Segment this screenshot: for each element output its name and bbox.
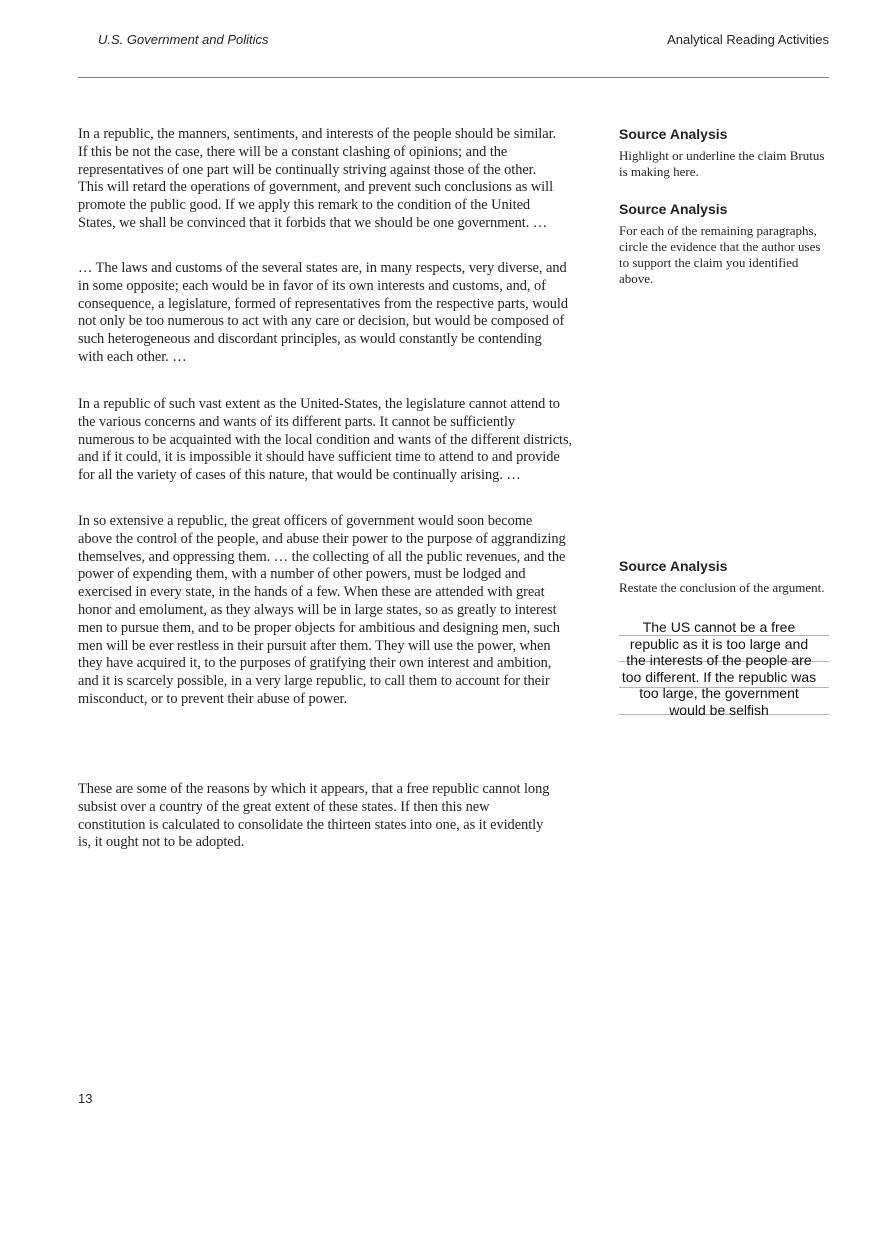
header-course-title: U.S. Government and Politics — [98, 32, 269, 47]
source-analysis-prompt: For each of the remaining paragraphs, circle the evidence that the author uses to support the claim you identified above. — [619, 223, 821, 286]
paragraph-5: These are some of the reasons by which it appears, that a free republic cannot long subsist over a country of the great extent of these states. If then this new constitution is calculated to consolidate the thirteen states into one, as it evidently is, it ought not to be adopted. — [78, 781, 550, 851]
page-header — [78, 30, 829, 50]
source-analysis-box-2 — [619, 201, 829, 287]
page-number: 13 — [78, 1091, 93, 1106]
paragraph-4: In so extensive a republic, the great officers of government would soon become above the control of the people, and abuse their power to the purpose of aggrandizing themselves, and oppressing them. … the collecting of all the public revenues, and the power of expending them, with a number of other powers, must be lodged and exercised in every state, in the hands of a few. When these are attended with great honor and emolument, as they always will be in large states, so as greatly to interest men to pursue them, and to be proper objects for ambitious and designing men, such men will be ever restless in their pursuit after them. They will use the power, when they have acquired it, to the purposes of gratifying their own interest and ambition, and it is scarcely possible, in a very large republic, to call them to account for their misconduct, or to prevent their abuse of power. — [78, 513, 566, 707]
source-analysis-title: Source Analysis — [619, 201, 728, 217]
header-rule — [78, 77, 829, 78]
paragraph-2: … The laws and customs of the several states are, in many respects, very diverse, and in some opposite; each would be in favor of its own interests and customs, and, of consequence, a legislature, formed of representatives from the respective parts, would not only be too numerous to act with any care or decision, but would be composed of such heterogeneous and discordant principles, as would constantly be contending with each other. … — [78, 260, 568, 365]
answer-text[interactable]: The US cannot be a free republic as it is too large and the interests of the people are too different. If the republic was too large, the government would be selfish — [621, 619, 817, 718]
header-section-title: Analytical Reading Activities — [667, 32, 829, 47]
source-analysis-box-1 — [619, 126, 829, 180]
source-analysis-prompt: Highlight or underline the claim Brutus is making here. — [619, 148, 825, 179]
source-analysis-title: Source Analysis — [619, 126, 728, 142]
paragraph-1: In a republic, the manners, sentiments, and interests of the people should be similar. If this be not the case, there will be a constant clashing of opinions; and the representatives of one part will be continually striving against those of the other. This will retard the operations of government, and prevent such conclusions as will promote the public good. If we apply this remark to the condition of the United States, we shall be convinced that it forbids that we should be one government. … — [78, 126, 557, 231]
source-analysis-box-3 — [619, 558, 829, 596]
source-analysis-prompt: Restate the conclusion of the argument. — [619, 580, 825, 595]
source-analysis-title: Source Analysis — [619, 558, 728, 574]
paragraph-3: In a republic of such vast extent as the United-States, the legislature cannot attend to the various concerns and wants of its different parts. It cannot be sufficiently numerous to be acquainted with the local condition and wants of the different districts, and if it could, it is impossible it should have sufficient time to attend to and provide for all the variety of cases of this nature, that would be continually arising. … — [78, 396, 573, 484]
